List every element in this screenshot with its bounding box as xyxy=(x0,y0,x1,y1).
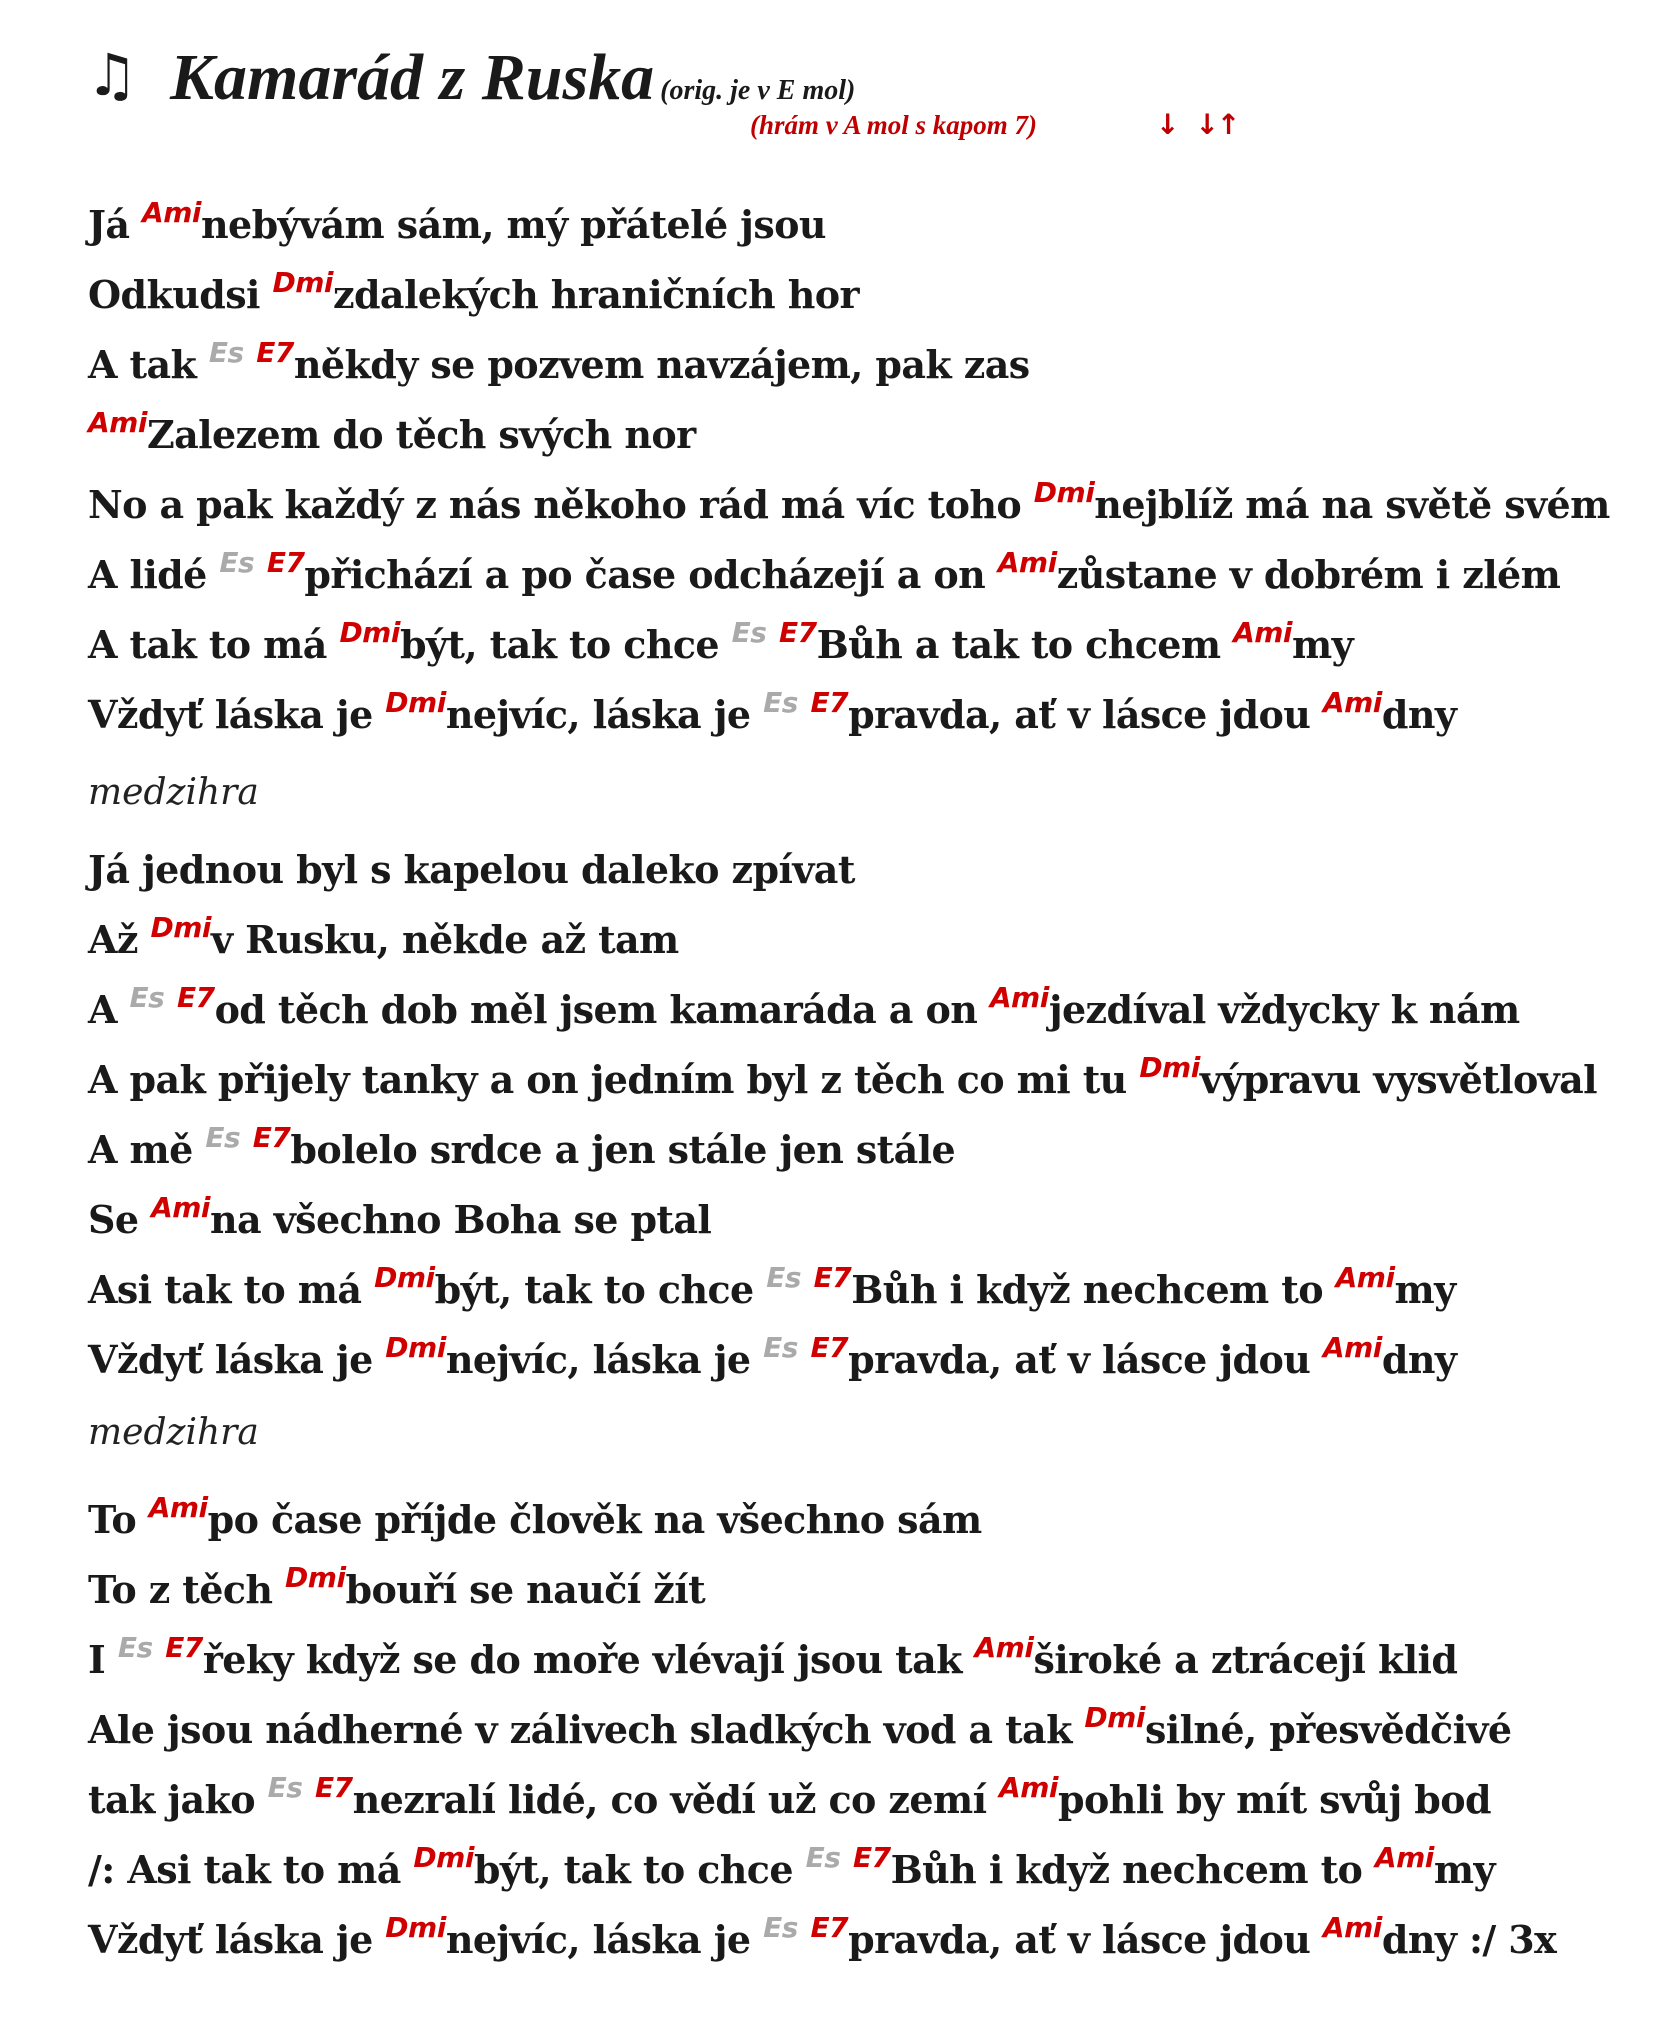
chord-label: Dmi xyxy=(385,1331,446,1364)
lyric-text xyxy=(840,1847,853,1892)
lyric-text: tak jako xyxy=(88,1777,268,1822)
lyric-text: nejvíc, láska je xyxy=(445,692,764,737)
chord-label: Ami xyxy=(142,196,201,229)
lyric-text: A tak to má xyxy=(88,622,340,667)
chord-label: Es xyxy=(763,1911,798,1944)
lyric-text xyxy=(798,692,811,737)
lyric-text: dny :/ 3x xyxy=(1381,1917,1557,1962)
chord-label: Dmi xyxy=(374,1261,435,1294)
chord-label: Es xyxy=(205,1121,241,1154)
lyric-line xyxy=(88,616,1354,674)
lyric-text: A lidé xyxy=(88,552,220,597)
lyric-text: dny xyxy=(1381,692,1457,737)
lyric-text: Já jednou byl s kapelou daleko zpívat xyxy=(88,847,855,892)
lyric-text: na všechno Boha se ptal xyxy=(210,1197,712,1242)
lyric-line xyxy=(88,1261,1456,1319)
chord-label: Ami xyxy=(999,1771,1058,1804)
lyric-text: Bůh i když nechcem to xyxy=(851,1267,1336,1312)
lyric-text: I xyxy=(88,1637,118,1682)
lyric-text: Bůh a tak to chcem xyxy=(816,622,1234,667)
lyric-text: A xyxy=(88,987,130,1032)
lyric-text: my xyxy=(1433,1847,1495,1892)
chord-label: Ami xyxy=(1233,616,1293,649)
music-note-icon: ♫ xyxy=(86,41,138,109)
lyric-text: nejvíc, láska je xyxy=(445,1337,764,1382)
lyric-text: nejblíž má na světě svém xyxy=(1094,482,1610,527)
chord-label: Ami xyxy=(151,1191,211,1224)
lyric-text: nejvíc, láska je xyxy=(445,1917,764,1962)
lyric-text: bouří se naučí žít xyxy=(345,1567,706,1612)
chord-label: Ami xyxy=(974,1631,1034,1664)
lyric-text: zůstane v dobrém i zlém xyxy=(1056,552,1561,597)
lyric-line xyxy=(88,981,1520,1039)
chord-label: Es xyxy=(208,336,244,369)
lyric-text: řeky když se do moře vlévají jsou tak xyxy=(202,1637,975,1682)
lyric-text: A tak xyxy=(88,342,209,387)
lyric-text: To xyxy=(88,1497,149,1542)
chord-label: Dmi xyxy=(339,616,400,649)
interlude-label: medzihra xyxy=(88,1412,259,1453)
chord-label: E7 xyxy=(176,981,215,1014)
lyric-text: pohli by mít svůj bod xyxy=(1058,1777,1491,1822)
chord-label: E7 xyxy=(315,1771,353,1804)
lyric-line xyxy=(88,1561,706,1619)
chord-label: Dmi xyxy=(1033,476,1095,509)
chord-label: Dmi xyxy=(385,1911,446,1944)
lyric-text xyxy=(244,342,257,387)
lyric-line xyxy=(88,406,696,464)
chord-label: Dmi xyxy=(285,1561,346,1594)
lyric-line xyxy=(88,1331,1457,1389)
chord-label: Es xyxy=(763,686,798,719)
lyric-text xyxy=(798,1917,811,1962)
lyric-text: někdy se pozvem navzájem, pak zas xyxy=(293,342,1030,387)
chord-label: E7 xyxy=(813,1261,852,1294)
chord-label: Ami xyxy=(1322,1911,1382,1944)
chord-label: Dmi xyxy=(413,1841,474,1874)
lyric-text xyxy=(801,1267,814,1312)
lyric-line xyxy=(88,911,679,969)
lyric-text: dny xyxy=(1381,1337,1457,1382)
lyric-line xyxy=(88,1911,1557,1969)
lyric-text: být, tak to chce xyxy=(434,1267,767,1312)
lyric-line xyxy=(88,266,859,324)
chord-label: Ami xyxy=(1322,686,1382,719)
lyric-text: Bůh i když nechcem to xyxy=(890,1847,1375,1892)
capo-note: (hrám v A mol s kapom 7) xyxy=(750,110,1038,140)
chord-label: Dmi xyxy=(1139,1051,1200,1084)
chord-label: E7 xyxy=(165,1631,203,1664)
lyric-line xyxy=(88,1121,956,1179)
chord-label: Ami xyxy=(148,1491,208,1524)
down-up-arrow-icon: ↓↑ xyxy=(1195,108,1239,141)
chord-label: E7 xyxy=(779,616,817,649)
down-arrow-icon: ↓ xyxy=(1156,108,1178,141)
lyric-text: A pak přijely tanky a on jedním byl z těch co mi tu xyxy=(88,1057,1140,1102)
lyric-text: To z těch xyxy=(88,1567,286,1612)
lyric-line xyxy=(88,1701,1512,1759)
lyric-text: Vždyť láska je xyxy=(88,1337,386,1382)
lyric-text xyxy=(153,1637,166,1682)
chord-label: Es xyxy=(766,1261,802,1294)
lyric-text: my xyxy=(1394,1267,1456,1312)
chord-label: E7 xyxy=(256,336,294,369)
chord-label: Es xyxy=(731,616,767,649)
original-key-note: (orig. je v E mol) xyxy=(660,75,856,106)
chord-label: Ami xyxy=(989,981,1049,1014)
lyric-text: pravda, ať v lásce jdou xyxy=(848,692,1323,737)
chord-label: Ami xyxy=(88,406,147,439)
lyric-text: v Rusku, někde až tam xyxy=(211,917,679,962)
lyric-text: nebývám sám, mý přátelé jsou xyxy=(200,202,826,247)
lyric-text: silné, přesvědčivé xyxy=(1144,1707,1512,1752)
chord-label: Ami xyxy=(1374,1841,1434,1874)
strum-pattern xyxy=(1156,108,1238,142)
lyric-text: A mě xyxy=(88,1127,206,1172)
chord-label: E7 xyxy=(252,1121,291,1154)
lyric-text: Vždyť láska je xyxy=(88,692,386,737)
lyric-text: široké a ztrácejí klid xyxy=(1033,1637,1458,1682)
chord-label: Es xyxy=(117,1631,153,1664)
lyric-text: přichází a po čase odcházejí a on xyxy=(304,552,998,597)
lyric-text: od těch dob měl jsem kamaráda a on xyxy=(214,987,990,1032)
lyric-text: po čase příjde člověk na všechno sám xyxy=(207,1497,982,1542)
chord-label: Ami xyxy=(1322,1331,1382,1364)
lyric-text: nezralí lidé, co vědí už co zemí xyxy=(352,1777,1000,1822)
chord-label: E7 xyxy=(810,686,849,719)
lyric-line xyxy=(88,196,826,254)
chord-label: Es xyxy=(219,546,255,579)
lyric-line xyxy=(88,1841,1495,1899)
lyric-line xyxy=(88,1491,982,1549)
lyric-text: pravda, ať v lásce jdou xyxy=(848,1917,1323,1962)
chord-label: Ami xyxy=(1335,1261,1395,1294)
lyric-line xyxy=(88,1051,1598,1109)
lyric-text: Já xyxy=(88,202,143,247)
lyric-text: No a pak každý z nás někoho rád má víc toho xyxy=(88,482,1034,527)
lyric-text: /: Asi tak to má xyxy=(88,1847,414,1892)
lyric-text: Zalezem do těch svých nor xyxy=(146,412,696,457)
lyric-text xyxy=(240,1127,253,1172)
lyric-line xyxy=(88,546,1561,604)
song-title-text: Kamarád z Ruska xyxy=(170,41,655,114)
lyric-text: pravda, ať v lásce jdou xyxy=(848,1337,1323,1382)
lyric-text xyxy=(798,1337,811,1382)
lyric-line xyxy=(88,1771,1491,1829)
lyric-text: Až xyxy=(88,917,151,962)
lyric-line xyxy=(88,476,1610,534)
chord-label: E7 xyxy=(266,546,305,579)
chord-label: E7 xyxy=(853,1841,891,1874)
chord-label: Es xyxy=(129,981,165,1014)
lyric-text: Asi tak to má xyxy=(88,1267,375,1312)
interlude-label: medzihra xyxy=(88,772,259,813)
chord-label: Dmi xyxy=(385,686,446,719)
lyric-text: jezdíval vždycky k nám xyxy=(1048,987,1520,1032)
lyric-text: my xyxy=(1292,622,1354,667)
lyric-text: Ale jsou nádherné v zálivech sladkých vod a tak xyxy=(88,1707,1085,1752)
lyric-text xyxy=(254,552,267,597)
lyric-text: zdalekých hraničních hor xyxy=(332,272,859,317)
lyric-text xyxy=(164,987,177,1032)
lyric-text xyxy=(766,622,779,667)
lyric-text xyxy=(302,1777,315,1822)
lyric-text: být, tak to chce xyxy=(399,622,732,667)
lyric-text: Se xyxy=(88,1197,152,1242)
chord-label: Es xyxy=(805,1841,841,1874)
chord-label: Es xyxy=(267,1771,303,1804)
lyric-line xyxy=(88,1191,712,1249)
chord-label: Dmi xyxy=(150,911,212,944)
chord-label: Es xyxy=(763,1331,798,1364)
lyric-text: Vždyť láska je xyxy=(88,1917,386,1962)
chord-label: E7 xyxy=(810,1911,849,1944)
chord-label: Dmi xyxy=(272,266,333,299)
lyric-text: být, tak to chce xyxy=(473,1847,806,1892)
lyric-line xyxy=(88,845,855,895)
lyric-text: výpravu vysvětloval xyxy=(1199,1057,1598,1102)
chord-label: Dmi xyxy=(1084,1701,1145,1734)
lyric-line xyxy=(88,686,1457,744)
chord-label: Ami xyxy=(997,546,1057,579)
chord-label: E7 xyxy=(810,1331,849,1364)
lyric-text: bolelo srdce a jen stále jen stále xyxy=(290,1127,956,1172)
song-header xyxy=(86,40,1486,150)
lyric-line xyxy=(88,1631,1458,1689)
lyric-text: Odkudsi xyxy=(88,272,273,317)
lyric-line xyxy=(88,336,1030,394)
